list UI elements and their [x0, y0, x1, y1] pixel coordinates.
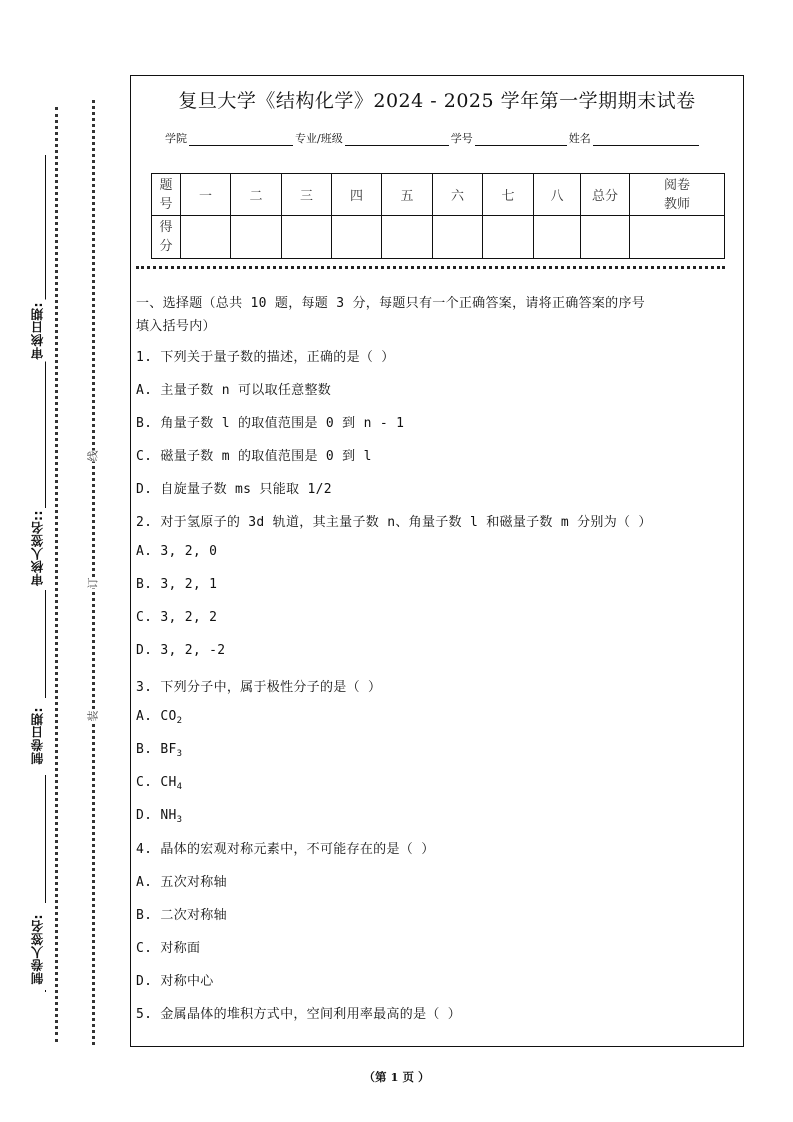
total-score-cell[interactable]: [581, 216, 630, 259]
score-row-header: [152, 216, 181, 259]
score-cell[interactable]: [534, 216, 581, 259]
option-text: 对称中心: [160, 974, 214, 989]
column-header: 五: [382, 174, 433, 216]
question-4-option-d: [136, 970, 214, 989]
option-key: A.: [136, 875, 153, 890]
option-text: 3, 2, 2: [160, 610, 218, 625]
question-2-option-a: [136, 544, 217, 559]
option-key: B.: [136, 908, 153, 923]
question-1-option-c: [136, 445, 372, 464]
option-key: C.: [136, 941, 153, 956]
question-1-option-b: [136, 412, 404, 431]
section-heading-line1: 一、选择题（总共 10 题，每题 3 分，每题只有一个正确答案，请将正确答案的序号: [136, 296, 646, 311]
prep-date-label: 制卷日期:: [30, 707, 45, 765]
page-number: （第 1 页 ）: [363, 1070, 430, 1084]
formula-subscript: 2: [176, 716, 183, 726]
column-header: 一: [181, 174, 231, 216]
exam-title: 复旦大学《结构化学》2024 - 2025 学年第一学期期末试卷: [178, 90, 696, 112]
section-heading-line2: 填入括号内）: [136, 319, 216, 334]
college-label: 学院: [165, 132, 187, 145]
cut-mark-line: 线: [86, 450, 100, 462]
chemical-formula: BF: [160, 742, 177, 757]
header-char: 号: [159, 196, 173, 212]
option-text: 磁量子数 m 的取值范围是 0 到 l: [160, 449, 372, 464]
student-id-field[interactable]: [475, 131, 567, 146]
question-4-option-b: [136, 904, 227, 923]
question-2-option-d: [136, 643, 225, 658]
column-header: 二: [231, 174, 282, 216]
option-text: 3, 2, -2: [160, 643, 226, 658]
signature-line-prep-date: [45, 775, 46, 903]
option-key: B.: [136, 577, 153, 592]
question-1-stem: 1. 下列关于量子数的描述，正确的是（ ）: [136, 350, 395, 365]
column-header: 七: [483, 174, 534, 216]
option-text: 五次对称轴: [160, 875, 227, 890]
student-id-label: 学号: [450, 132, 473, 145]
question-3-option-b: [136, 742, 182, 759]
question-1-option-d: [136, 478, 332, 497]
option-key: A.: [136, 709, 153, 724]
question-5-stem: 5. 金属晶体的堆积方式中，空间利用率最高的是（ ）: [136, 1007, 462, 1022]
question-4-option-c: [136, 937, 200, 956]
review-date-label: 审核日期:: [30, 302, 45, 360]
signature-line-reviewer: [45, 590, 46, 698]
option-text: 主量子数 n 可以取任意整数: [160, 383, 332, 398]
question-1-option-a: [136, 379, 331, 398]
option-key: A.: [136, 383, 153, 398]
column-header: 总分: [581, 174, 630, 216]
option-key: D.: [136, 643, 153, 658]
column-header: 三: [282, 174, 332, 216]
option-text: 自旋量子数 ms 只能取 1/2: [160, 482, 332, 497]
grader-header: [630, 174, 725, 216]
score-table-score-row: [152, 216, 725, 259]
option-key: B.: [136, 742, 153, 757]
major-class-field[interactable]: [345, 131, 449, 146]
question-2-option-b: [136, 577, 217, 592]
header-text: 阅卷: [663, 177, 690, 193]
score-cell[interactable]: [382, 216, 433, 259]
header-char: 题: [159, 177, 173, 193]
question-2-option-c: [136, 610, 217, 625]
score-cell[interactable]: [332, 216, 382, 259]
option-text: 3, 2, 0: [160, 544, 218, 559]
major-class-label: 专业/班级: [295, 132, 343, 145]
option-key: C.: [136, 449, 153, 464]
column-header: 八: [534, 174, 581, 216]
score-cell[interactable]: [282, 216, 332, 259]
cut-mark-bind: 订: [86, 577, 100, 589]
option-text: 3, 2, 1: [160, 577, 218, 592]
option-key: B.: [136, 416, 153, 431]
option-key: D.: [136, 808, 153, 823]
header-char: 分: [159, 239, 173, 254]
option-key: D.: [136, 482, 153, 497]
question-3-stem: 3. 下列分子中，属于极性分子的是（ ）: [136, 680, 382, 695]
header-text: 教师: [663, 196, 690, 212]
column-header: 六: [433, 174, 483, 216]
dotted-separator: [136, 266, 725, 269]
score-cell[interactable]: [433, 216, 483, 259]
chemical-formula: NH: [160, 808, 177, 823]
score-cell[interactable]: [483, 216, 534, 259]
question-4-stem: 4. 晶体的宏观对称元素中，不可能存在的是（ ）: [136, 842, 435, 857]
option-text: 对称面: [160, 941, 201, 956]
option-text: 二次对称轴: [160, 908, 227, 923]
cut-mark-pack: 装: [86, 710, 100, 722]
signature-line-review-date: [45, 155, 46, 303]
signature-line-review-date-lower: [45, 360, 46, 508]
grader-cell[interactable]: [630, 216, 725, 259]
binding-dotted-line-outer: [92, 100, 95, 1045]
score-cell[interactable]: [181, 216, 231, 259]
option-key: C.: [136, 775, 153, 790]
score-table: [151, 173, 725, 259]
option-key: C.: [136, 610, 153, 625]
name-field[interactable]: [593, 131, 699, 146]
option-key: A.: [136, 544, 153, 559]
score-cell[interactable]: [231, 216, 282, 259]
header-char: 得: [159, 220, 173, 235]
option-key: D.: [136, 974, 153, 989]
reviewer-signature-label: 审核人签名::: [30, 510, 45, 586]
chemical-formula: CH: [160, 775, 177, 790]
question-3-option-d: [136, 808, 182, 825]
name-label: 姓名: [568, 132, 591, 145]
formula-subscript: 3: [176, 815, 183, 825]
college-field[interactable]: [189, 131, 293, 146]
question-3-option-a: [136, 709, 182, 726]
student-info-line: [165, 130, 701, 146]
question-number-header: [152, 174, 181, 216]
question-2-stem: 2. 对于氢原子的 3d 轨道，其主量子数 n、角量子数 l 和磁量子数 m 分别为（ ）: [136, 515, 652, 530]
question-3-option-c: [136, 775, 182, 792]
option-text: 角量子数 l 的取值范围是 0 到 n - 1: [160, 416, 405, 431]
column-header: 四: [332, 174, 382, 216]
preparer-signature-label: 制卷人签名:: [30, 914, 45, 985]
question-4-option-a: [136, 871, 227, 890]
score-table-header-row: [152, 174, 725, 216]
signature-line-preparer: [45, 990, 46, 992]
formula-subscript: 3: [176, 749, 183, 759]
binding-dotted-line-inner: [55, 107, 58, 1042]
chemical-formula: CO: [160, 709, 177, 724]
formula-subscript: 4: [176, 782, 183, 792]
